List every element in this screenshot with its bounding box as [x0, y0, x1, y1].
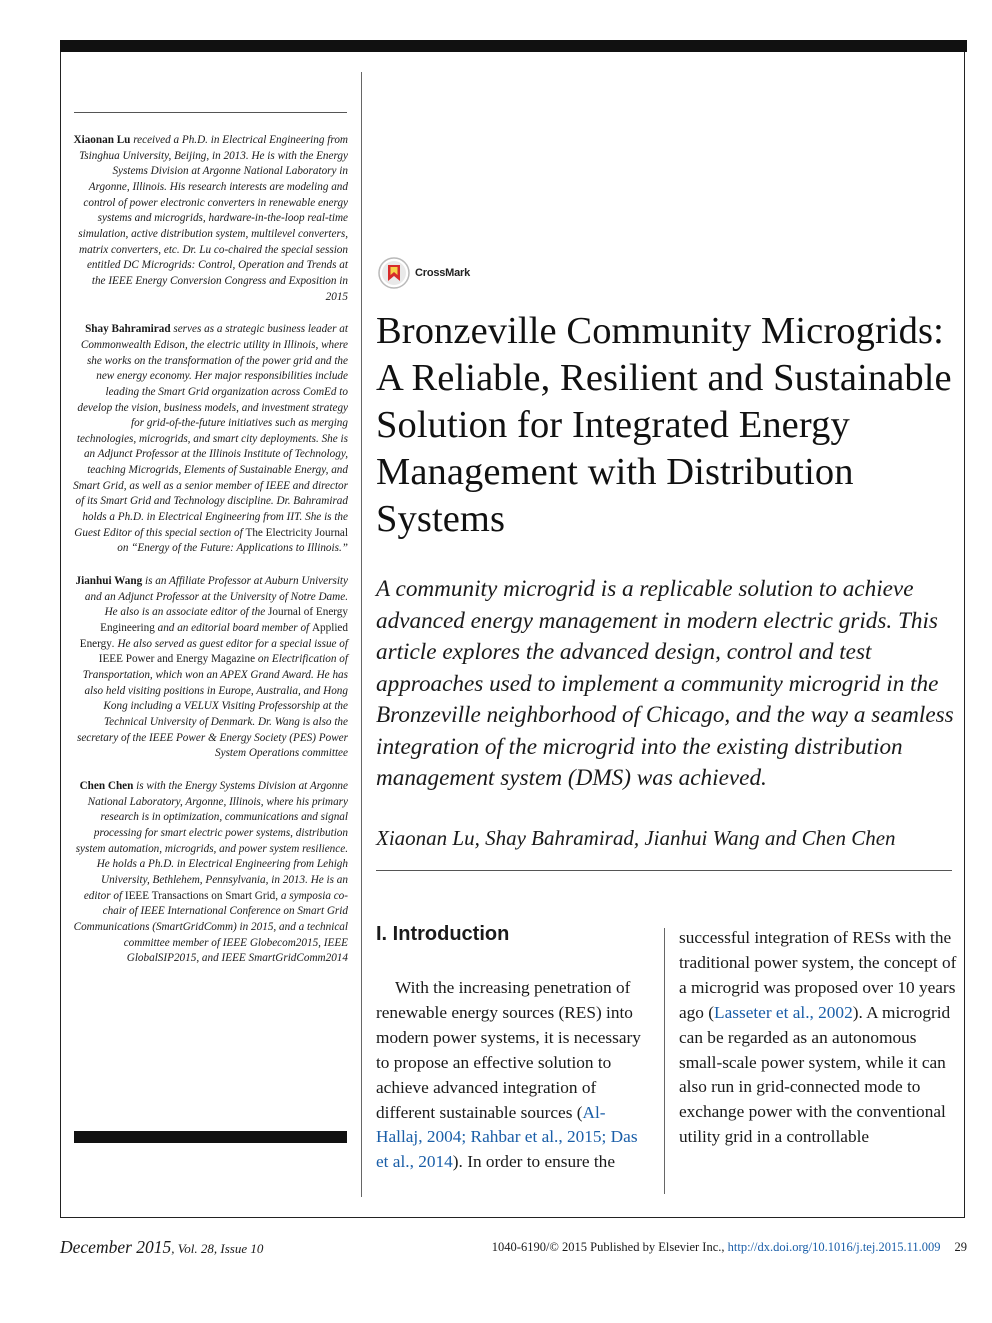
body-text: ). A microgrid can be regarded as an autonomous small-scale power system, while it can also run in grid-connected mode to exchange power with the conventional utility grid in a controllable — [679, 1002, 951, 1147]
crossmark-logo-icon — [378, 257, 410, 289]
issue-date: December 2015 — [60, 1237, 172, 1257]
crossmark-badge[interactable] — [378, 257, 470, 289]
bio-text: serves as a strategic business leader at Commonwealth Edison, the electric utility in Illinois, where she works on the transformation of the power grid and the new energy economy. Her major responsibilities include leading the Smart Grid organization across ComEd to develop the vision, business models, and investment strategy for grid-of-the-future initiatives such as merging technologies, microgrids, and smart city deployments. She is an Adjunct Professor at the Illinois Institute of Technology, teaching Microgrids, Elements of Sustainable Energy, and Smart Grid, as well as a senior member of IEEE and director of its Smart Grid and Technology discipline. Dr. Bahramirad holds a Ph.D. in Electrical Engineering from IIT. She is the Guest Editor of this special section of — [73, 323, 348, 539]
column-divider-main — [361, 72, 362, 1197]
bio-text: received a Ph.D. in Electrical Engineering from Tsinghua University, Beijing, in 2013. He is with the Energy Systems Division at Argonne National Laboratory in Argonne, Illinois. His research interests are modeling and control of power electronic converters in renewable energy systems and microgrids, hardware-in-the-loop real-time simulation, active distribution system, multilevel converters, matrix converters, etc. Dr. Lu co-chaired the special session entitled DC Microgrids: Control, Operation and Trends at the IEEE Energy Conversion Congress and Exposition in 2015 — [78, 134, 348, 303]
section-heading: I. Introduction — [376, 923, 510, 945]
doi-link[interactable]: http://dx.doi.org/10.1016/j.tej.2015.11.009 — [727, 1240, 941, 1254]
bio-publication-name: IEEE Transactions on Smart Grid — [124, 889, 276, 902]
bio-text: is with the Energy Systems Division at Argonne National Laboratory, Argonne, Illinois, where his primary research is in optimization, communications and signal processing for smart electric power systems, distribution system automation, microgrids, and power system resilience. He holds a Ph.D. in Electrical Engineering from Lehigh University, Bethlehem, Pennsylvania, in 2013. He is an editor of — [75, 779, 348, 902]
bio-publication-name: IEEE Power and Energy Magazine — [98, 653, 256, 666]
body-text: With the increasing penetration of renewable energy sources (RES) into modern power systems, it is necessary to propose an effective solution to achieve advanced integration of different sustainable sources ( — [376, 978, 641, 1122]
bio-text: on ‘‘Energy of the Future: Applications to Illinois.” — [117, 542, 348, 555]
top-rule — [60, 40, 967, 52]
bio-text: , a symposia co-chair of IEEE International Conference on Smart Grid Communications (SmartGridComm) in 2015, and a technical committee member of IEEE Globecom2015, IEEE GlobalSIP2015, and IEEE SmartGridComm2014 — [73, 889, 348, 965]
body-column-2 — [679, 926, 961, 1150]
author-bio — [72, 133, 348, 305]
bio-text: . He also served as guest editor for a special issue of — [111, 637, 348, 650]
crossmark-label: CrossMark — [415, 267, 471, 279]
bio-author-name: Chen Chen — [79, 779, 134, 792]
issn-copyright: 1040-6190/© 2015 Published by Elsevier Inc., — [491, 1240, 728, 1254]
body-text: successful integration of RESs with the traditional power system, the concept of a microgrid was proposed over 10 years ago ( — [679, 928, 957, 1022]
bio-text: is an Affiliate Professor at Auburn University and an Adjunct Professor at the University of Notre Dame. He also is an associate editor of the — [84, 575, 348, 619]
publication-info — [492, 1240, 967, 1255]
citation-link[interactable]: Lasseter et al., 2002 — [714, 1002, 853, 1022]
bio-author-name: Jianhui Wang — [75, 575, 143, 588]
issue-info — [60, 1237, 263, 1258]
body-paragraph — [679, 926, 961, 1150]
bios-bottom-bar — [74, 1131, 347, 1143]
page-footer — [60, 1237, 967, 1259]
bio-publication-name: Journal of Energy Engineering — [100, 606, 348, 635]
bio-author-name: Shay Bahramirad — [85, 323, 171, 336]
abstract: A community microgrid is a replicable solution to achieve advanced energy management in modern electric grids. This article explores the advanced design, control and test approaches used to implement a community microgrid in the Bronzeville neighborhood of Chicago, and the way a seamless integration of the microgrid into the existing distribution management system (DMS) was achieved. — [376, 576, 954, 791]
author-bios — [72, 133, 348, 984]
bio-publication-name: The Electricity Journal — [245, 526, 348, 539]
column-divider-body — [664, 928, 665, 1194]
bio-text: and an editorial board member of — [154, 622, 312, 635]
author-bio — [72, 779, 348, 967]
body-column-1 — [376, 976, 652, 1175]
body-paragraph — [376, 976, 652, 1175]
volume-issue: , Vol. 28, Issue 10 — [171, 1241, 264, 1256]
page-number: 29 — [954, 1240, 967, 1254]
author-bio — [72, 322, 348, 557]
article-title: Bronzeville Community Microgrids: A Reliable, Resilient and Sustainable Solution for Integrated Energy Management with Distribution Systems — [376, 310, 952, 540]
authors-rule — [376, 870, 952, 871]
author-list: Xiaonan Lu, Shay Bahramirad, Jianhui Wang and Chen Chen — [376, 826, 896, 850]
author-bio — [72, 574, 348, 762]
bio-publication-name: Applied Energy — [79, 622, 348, 650]
bio-text: on Electrification of Transportation, which won an APEX Grand Award. He has also held visiting positions in Europe, Australia, and Hong Kong including a VELUX Visiting Professorship at the Technical University of Denmark. Dr. Wang is also the secretary of the IEEE Power & Energy Society (PES) Power System Operations committee — [76, 653, 348, 760]
body-text: ). In order to ensure the — [452, 1152, 615, 1172]
citation-link[interactable]: Al-Hallaj, 2004; Rahbar et al., 2015; Das et al., 2014 — [376, 1102, 638, 1172]
bios-top-rule — [74, 112, 347, 113]
bio-author-name: Xiaonan Lu — [73, 134, 131, 146]
